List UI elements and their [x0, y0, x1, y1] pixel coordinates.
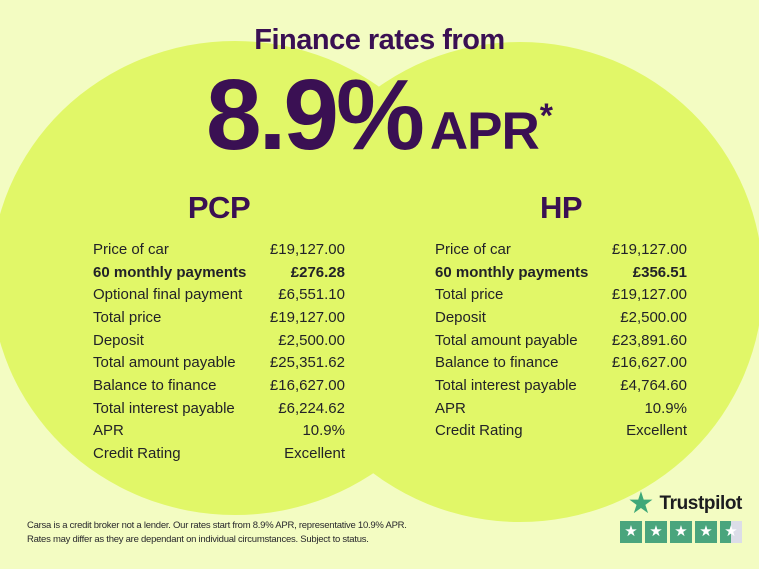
row-value: 10.9% [644, 399, 687, 417]
row-value: £19,127.00 [269, 308, 345, 326]
table-row [93, 238, 345, 261]
row-label: Total interest payable [435, 376, 577, 394]
row-value: £6,224.62 [278, 399, 345, 417]
row-label: Total amount payable [93, 354, 236, 372]
row-label: Credit Rating [93, 445, 181, 463]
header [0, 0, 759, 171]
row-value: £19,127.00 [269, 240, 345, 258]
row-label: APR [435, 399, 466, 417]
row-value: £19,127.00 [611, 240, 687, 258]
row-value: Excellent [284, 445, 345, 463]
row-value: £356.51 [632, 263, 687, 281]
row-label: Balance to finance [435, 354, 559, 372]
table-row [435, 306, 687, 329]
table-row [435, 397, 687, 420]
star-icon: ★ [624, 522, 638, 540]
trustpilot-widget [620, 487, 742, 543]
hp-rows [435, 238, 687, 442]
table-row [93, 374, 345, 397]
row-label: 60 monthly payments [93, 263, 247, 281]
rating-star-box [695, 521, 717, 543]
row-label: Total amount payable [435, 331, 578, 349]
trustpilot-wordmark: Trustpilot [659, 493, 742, 514]
row-value: £276.28 [290, 263, 345, 281]
row-value: £19,127.00 [611, 286, 687, 304]
rating-star-box [645, 521, 667, 543]
page-title: Finance rates from [254, 24, 505, 56]
table-row [93, 397, 345, 420]
table-row [435, 283, 687, 306]
disclaimer-line-1: Carsa is a credit broker not a lender. Our rates start from 8.9% APR, representative 10.9% APR. [27, 520, 407, 531]
apr-asterisk: * [539, 97, 554, 135]
trustpilot-logo [627, 487, 742, 520]
row-value: £4,764.60 [620, 376, 687, 394]
pcp-table [93, 190, 345, 465]
pcp-rows [93, 238, 345, 465]
table-row [93, 283, 345, 306]
table-row [435, 351, 687, 374]
row-label: Total price [435, 286, 504, 304]
disclaimer-line-2: Rates may differ as they are dependant on individual circumstances. Subject to status. [27, 533, 369, 545]
row-label: Optional final payment [93, 286, 243, 304]
table-row [435, 374, 687, 397]
row-label: Credit Rating [435, 422, 523, 440]
table-row [435, 238, 687, 261]
row-label: Deposit [93, 331, 144, 349]
row-value: £6,551.10 [278, 286, 345, 304]
star-icon: ★ [724, 522, 738, 540]
pcp-heading: PCP [187, 190, 251, 225]
row-value: £16,627.00 [269, 376, 345, 394]
row-value: £2,500.00 [278, 331, 345, 349]
table-row [435, 420, 687, 443]
headline-rate [0, 59, 759, 171]
table-row [93, 442, 345, 465]
row-label: Price of car [93, 240, 169, 258]
row-value: £25,351.62 [269, 354, 345, 372]
table-row [93, 329, 345, 352]
star-icon: ★ [674, 522, 688, 540]
row-label: Price of car [435, 240, 511, 258]
rating-star-box [620, 521, 642, 543]
star-icon: ★ [649, 522, 663, 540]
rate-value: 8.9% [205, 59, 422, 171]
table-row [435, 261, 687, 284]
row-label: APR [93, 422, 124, 440]
hp-table [435, 190, 687, 442]
row-label: Deposit [435, 308, 486, 326]
row-label: Balance to finance [93, 376, 217, 394]
row-value: Excellent [626, 422, 687, 440]
rating-star-box [720, 521, 742, 543]
row-value: 10.9% [302, 422, 345, 440]
rating-star-box [670, 521, 692, 543]
disclaimer [27, 519, 407, 546]
row-value: £16,627.00 [611, 354, 687, 372]
apr-label: APR [429, 102, 539, 161]
star-icon: ★ [699, 522, 713, 540]
trustpilot-star-icon: ★ [627, 487, 655, 520]
row-value: £2,500.00 [620, 308, 687, 326]
row-label: Total price [93, 308, 162, 326]
row-value: £23,891.60 [611, 331, 687, 349]
table-row [93, 351, 345, 374]
table-row [435, 329, 687, 352]
table-row [93, 261, 345, 284]
table-row [93, 306, 345, 329]
row-label: Total interest payable [93, 399, 235, 417]
row-label: 60 monthly payments [435, 263, 589, 281]
trustpilot-rating-stars [620, 521, 742, 543]
table-row [93, 420, 345, 443]
hp-heading: HP [539, 190, 583, 225]
